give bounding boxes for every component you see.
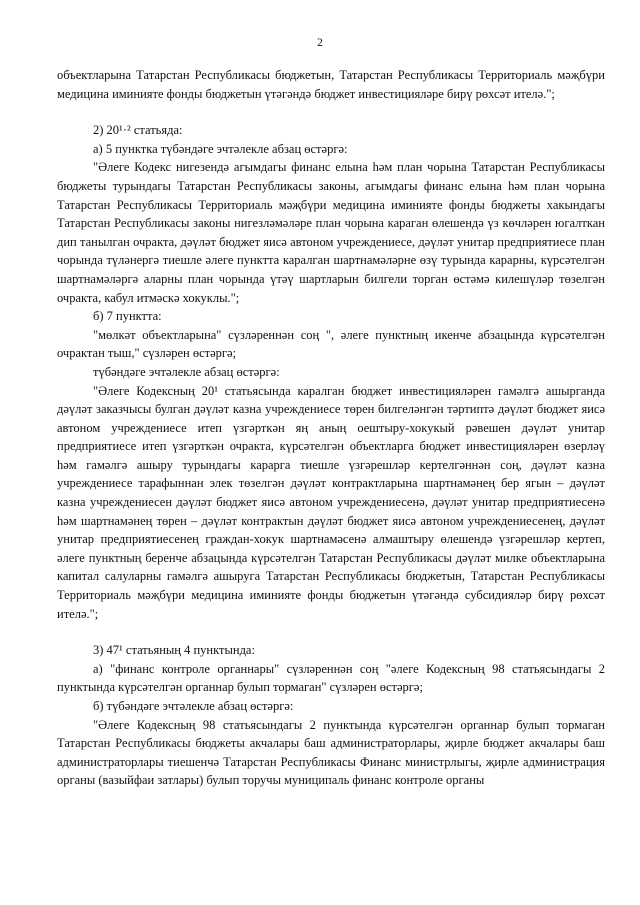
paragraph-continuation: объектларына Татарстан Республикасы бюджетын, Татарстан Республикасы Территориаль мәҗбүри медицина иминияте фонды бюджетын үтәгәндә бюджет инвестицияләре бирү рөхсәт ителә."; (57, 68, 605, 101)
document-body (57, 66, 605, 790)
quoted-paragraph: "Әлеге Кодексның 98 статьясындагы 2 пунктында күрсәтелгән органнар булып тормаган Татарстан Республикасы бюджеты акчалары баш администраторлары, җирле бюджет акчалары баш администраторлары тиешенчә Татарстан Республикасы Финанс министрлыгы, җирле администрация органы (вазыйфаи затлары) булып торучы муниципаль финанс контроле органы (57, 717, 605, 788)
amendment-paragraph: "мөлкәт объектларына" сүзләреннән соң ", әлеге пунктның икенче абзацында күрсәтелгән очрактан тыш," сүзләрен өстәргә; (57, 327, 605, 361)
paragraph-spacer (57, 623, 605, 641)
paragraph-spacer (57, 103, 605, 121)
section-heading-2: 2) 20¹·² статьяда: (93, 123, 183, 138)
subsection-b: б) түбәндәге эчтәлекле абзац өстәргә: (93, 699, 294, 713)
instruction-paragraph: түбәндәге эчтәлекле абзац өстәргә: (93, 364, 280, 379)
quoted-paragraph: "Әлеге Кодексның 20¹ статьясында каралган бюджет инвестицияләрен гамәлгә ашырганда дәүләт заказчысы булган дәүләт казна учреждениесе төрен билгеләнгән тәртиптә дәүләт бюджет яисә автоном учреждениесе итеп үзгәрткән яң аның оештыру-хокукый рәвешен дәүләт унитар предприятиесе итеп үзгәрткән очракта, күрсәтелгән объектларга бюджет инвестицияләрен өзерләү һәм гамәлгә ашыру турындагы карарга тиешле үзгәрешләр кертелгәннән соң, дәүләт казна учреждениесе тарафыннан элек төзелгән дәүләт контрактларына шартнамәнең бер ягын – дәүләт казна учреждениесен дәүләт бюджет яисә автоном учреждениесенә, дәүләт унитар предприятиесенә һәм шартнамәнең төрен – дәүләт контрактын дәүләт бюджет яисә автоном учреждениесенең, дәүләт унитар предприятиесенең граждан-хокук шартнамәсенә алмаштыру өлешендә үзгәрешләр кертеп, әлеге пунктның беренче абзацында күрсәтелгән Татарстан Республикасы дәүләт милке объектларына капитал салуларны гамәлгә ашыруга Татарстан Республикасы бюджетын, Татарстан Республикасы Территориаль мәҗбүри медицина иминияте фонды бюджетын үтәгәндә субсидияләр бирү рөхсәт ителә."; (57, 383, 605, 621)
section-heading-3: 3) 47¹ статьяның 4 пунктында: (93, 643, 255, 658)
quoted-paragraph: "Әлеге Кодекс нигезендә агымдагы финанс елына һәм план чорына Татарстан Республикасы бюджеты турындагы Татарстан Республикасы законы, агымдагы финанс елына һәм план чорына Татарстан Республикасы Территориаль мәҗбүри медицина иминияте фонды бюджеты хакындагы Татарстан Республикасы законы нигезләмәләре план чорына караган өлешендә үз көчләрен югалткан дип танылган очракта, дәүләт бюджет яисә автоном учреждениесе, дәүләт унитар предприятиесе план чорында түләнергә тиешле әлеге пунктта каралган шартнамәләрне өзү турында карарны, күрсәтелгән шартнамәләргә аларны план чорында үтәү шартларын билгели торган өстәмә килешүләр төзелгән очракта, кабул итмәскә хокуклы."; (57, 160, 605, 305)
page-number: 2 (317, 37, 323, 49)
subsection-a: а) 5 пунктка түбәндәге эчтәлекле абзац өстәргә: (93, 141, 348, 156)
subsection-b: б) 7 пунктта: (93, 309, 162, 324)
subsection-a: а) "финанс контроле органнары" сүзләреннән соң "әлеге Кодексның 98 статьясындагы 2 пунктында күрсәтелгән органнар булып тормаган" сүзләрен өстәргә; (57, 661, 605, 695)
